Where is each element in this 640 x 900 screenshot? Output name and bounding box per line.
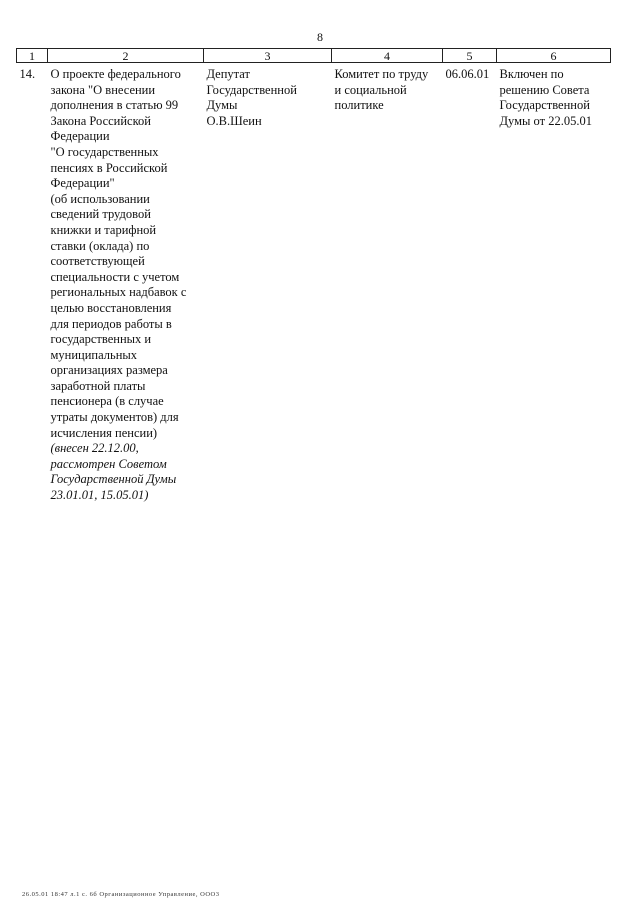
bills-table xyxy=(16,48,611,504)
bill-author: Депутат Государственной Думы О.В.Шеин xyxy=(206,67,297,128)
row-number: 14. xyxy=(19,67,36,81)
bill-title: О проекте федерального закона "О внесении дополнения в статью 99 Закона Российской Федерации "О государственных пенсиях в Российской Федерации" (об использовании сведений трудовой книжки и тарифной ставки (оклада) по соответствующей специальности с учетом региональных надбавок с целью восстановления для периодов работы в государственных и муниципальных организациях размера заработной платы пенсионера (в случае утраты документов) для исчисления пенсии) xyxy=(50,67,187,440)
header-col-3: 3 xyxy=(204,49,332,63)
page-number: 8 xyxy=(317,30,323,44)
header-col-4: 4 xyxy=(332,49,443,63)
header-col-5: 5 xyxy=(443,49,497,63)
agenda-decision: Включен по решению Совета Государственной Думы от 22.05.01 xyxy=(499,67,592,128)
consideration-date: 06.06.01 xyxy=(445,67,490,81)
bill-status-note: (внесен 22.12.00, рассмотрен Советом Государственной Думы 23.01.01, 15.05.01) xyxy=(50,441,177,503)
bill-title-cell xyxy=(48,63,204,504)
responsible-committee: Комитет по труду и социальной политике xyxy=(334,67,429,113)
header-col-1: 1 xyxy=(17,49,48,63)
header-col-2: 2 xyxy=(48,49,204,63)
print-footer: 26.05.01 18:47 л.1 с. 6б Организационное Управление, ООО3 xyxy=(22,891,220,898)
header-col-6: 6 xyxy=(497,49,611,63)
table-header-row xyxy=(17,49,611,63)
table-row xyxy=(17,63,611,504)
